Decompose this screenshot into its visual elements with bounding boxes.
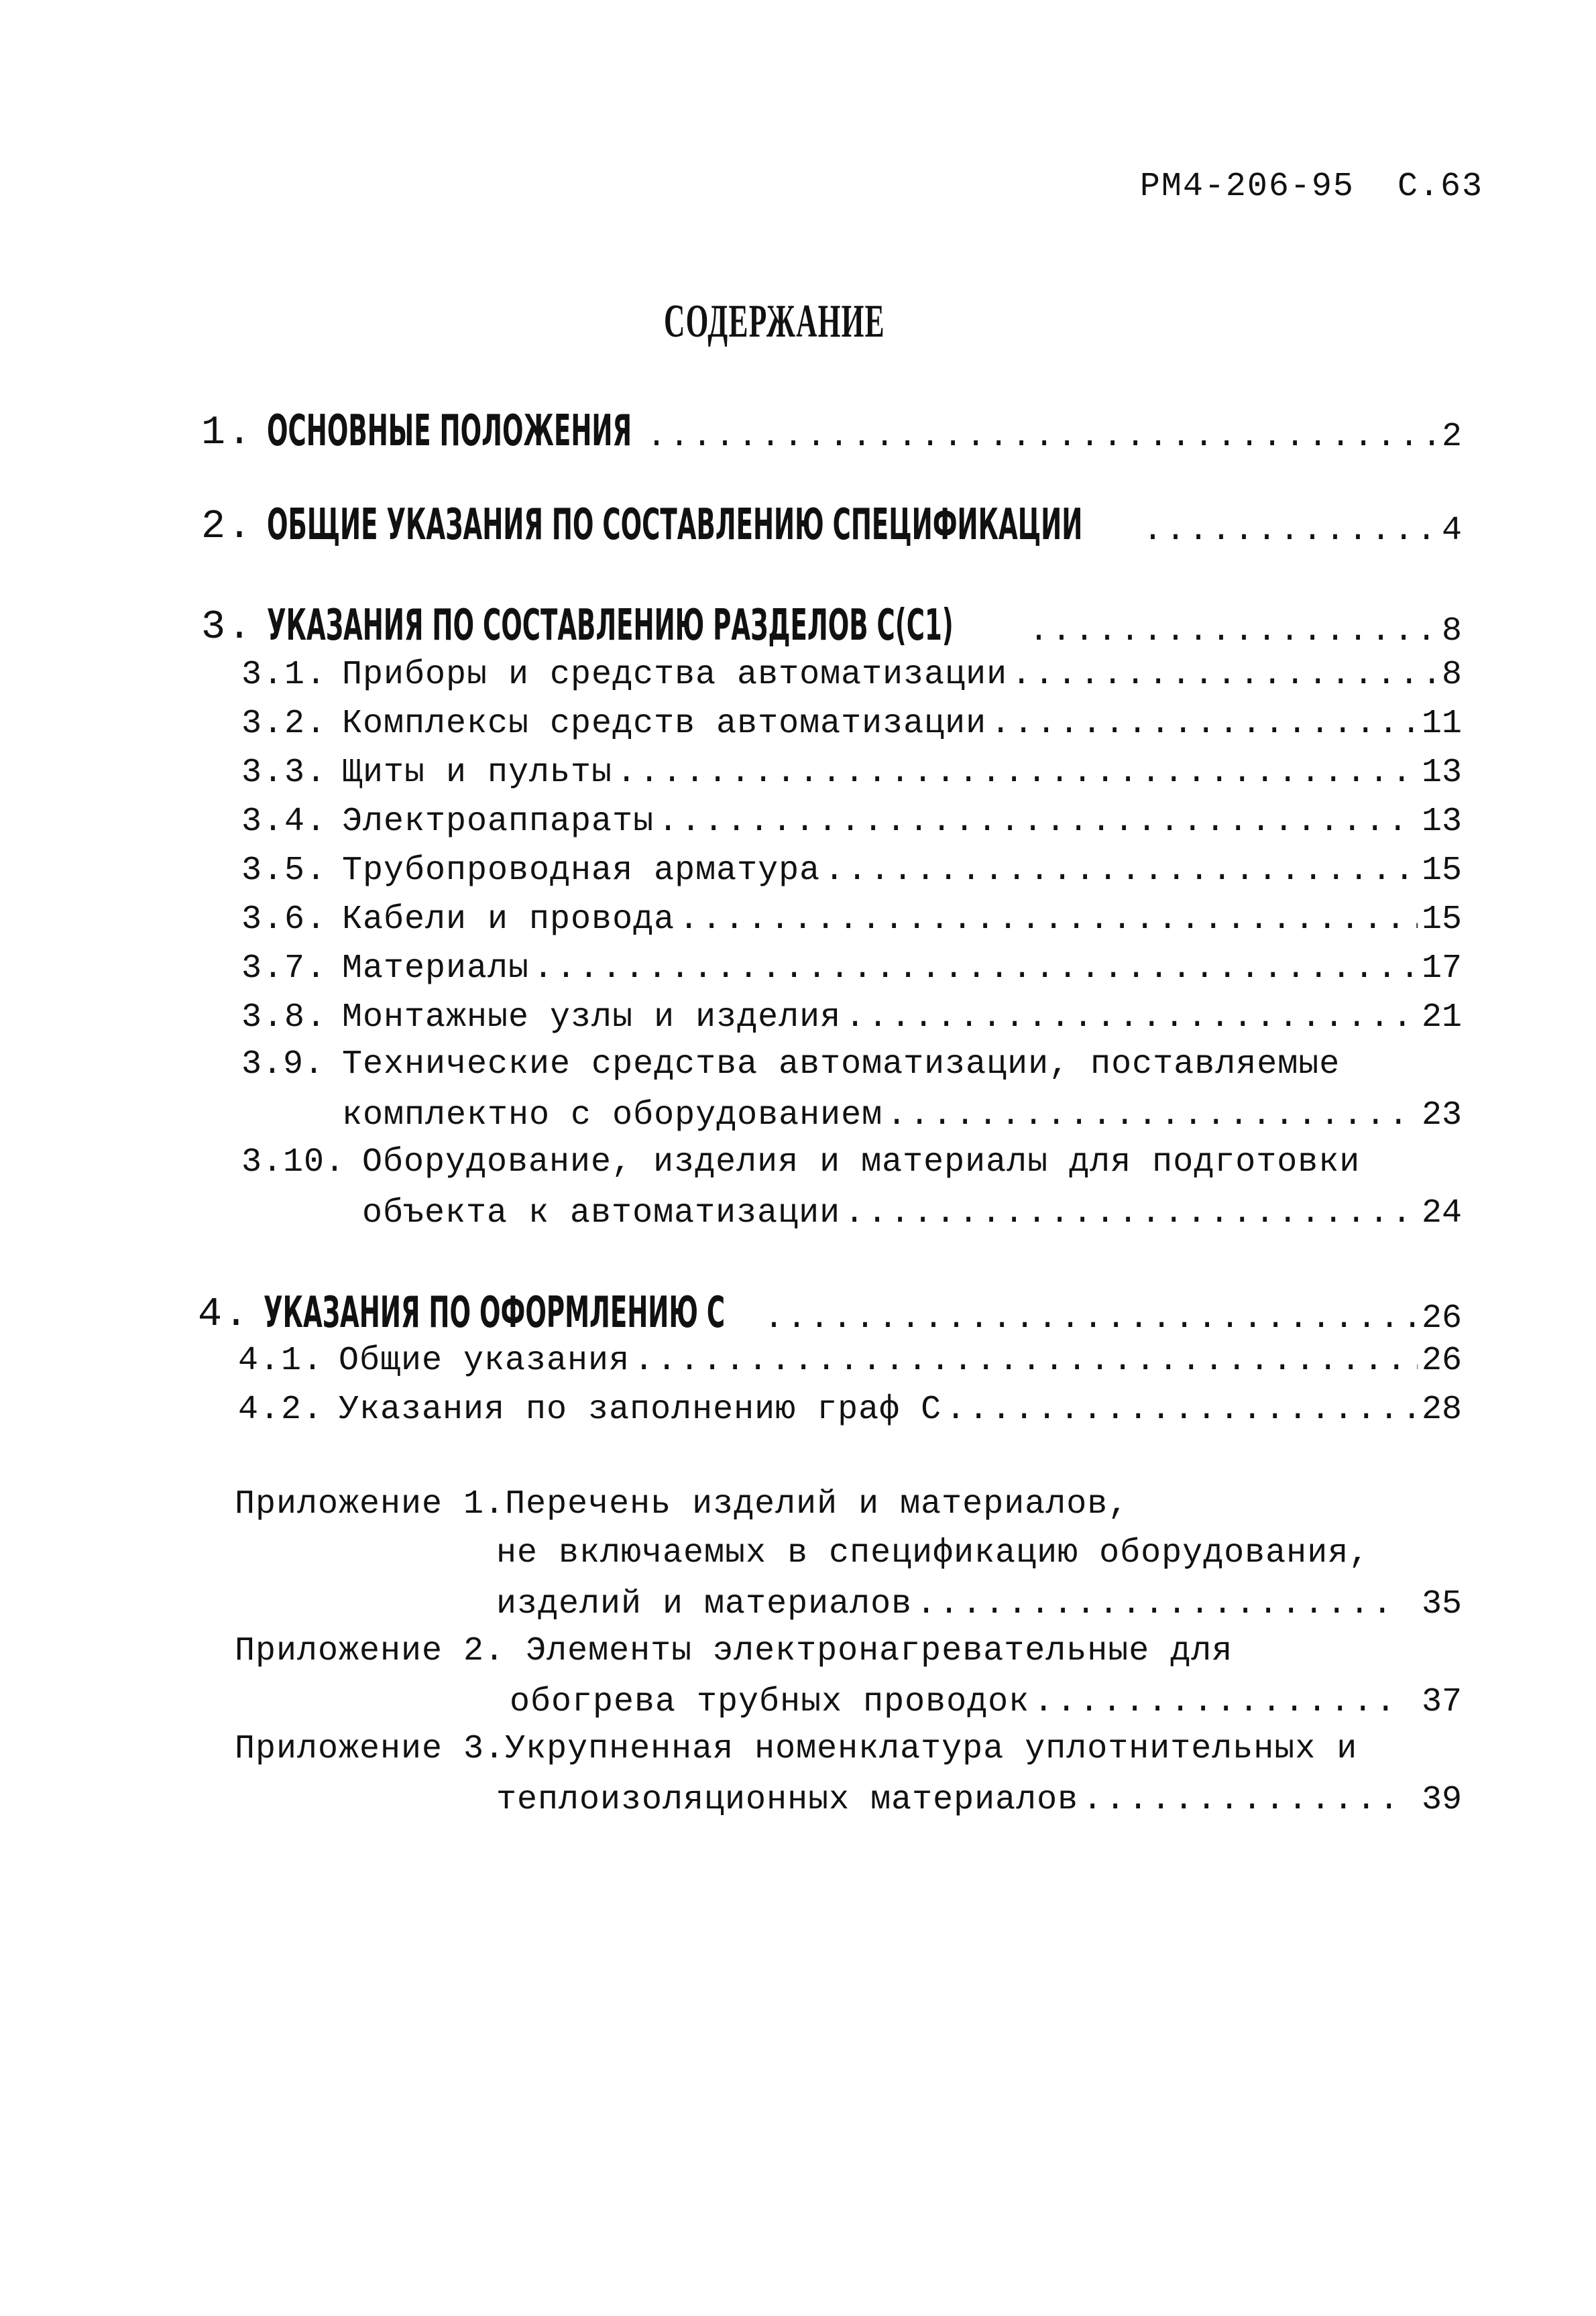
subsection-number: 3.1. xyxy=(241,656,328,694)
appendix-page: 35 xyxy=(1421,1585,1462,1623)
toc-subsection-4-1 xyxy=(238,1340,1462,1380)
leader-dots xyxy=(845,998,1418,1037)
leader-dots xyxy=(844,1194,1418,1232)
section-page: 8 xyxy=(1441,612,1462,650)
leader-dots xyxy=(533,949,1418,988)
toc-section-4 xyxy=(198,1284,1462,1338)
subsection-number: 4.1. xyxy=(238,1342,325,1380)
leader-dots xyxy=(1143,512,1438,550)
subsection-title: Материалы xyxy=(342,949,530,988)
subsection-title: Кабели и провода xyxy=(342,901,675,939)
section-page: 4 xyxy=(1441,512,1462,550)
leader-dots xyxy=(1033,1683,1402,1721)
subsection-title: Оборудование, изделия и материалы для подготовки xyxy=(362,1143,1361,1181)
appendix-1-line2: не включаемых в спецификацию оборудования, xyxy=(496,1534,1370,1572)
section-number: 4. xyxy=(198,1292,251,1338)
subsection-title: Щиты и пульты xyxy=(342,754,613,792)
toc-subsection-3-7 xyxy=(241,947,1462,988)
subsection-page: 23 xyxy=(1421,1096,1462,1135)
subsection-page: 17 xyxy=(1421,949,1462,988)
appendix-label: Приложение 2. xyxy=(235,1632,506,1670)
subsection-title: Электроаппараты xyxy=(342,803,654,841)
subsection-title: Приборы и средства автоматизации xyxy=(342,656,1008,694)
appendix-title-continued: теплоизоляционных материалов xyxy=(496,1781,1079,1819)
subsection-number: 3.8. xyxy=(241,998,328,1037)
leader-dots xyxy=(679,901,1418,939)
toc-subsection-3-5 xyxy=(241,850,1462,890)
subsection-page: 15 xyxy=(1421,901,1462,939)
section-number: 1. xyxy=(201,410,254,456)
toc-section-1 xyxy=(201,402,1462,456)
subsection-number: 4.2. xyxy=(238,1391,325,1429)
section-title: ОБЩИЕ УКАЗАНИЯ ПО СОСТАВЛЕНИЮ СПЕЦИФИКАЦИИ xyxy=(267,500,1083,550)
toc-subsection-3-4 xyxy=(241,801,1462,841)
subsection-number: 3.6. xyxy=(241,901,328,939)
section-title: ОСНОВНЫЕ ПОЛОЖЕНИЯ xyxy=(267,406,632,456)
leader-dots xyxy=(1011,656,1438,694)
toc-subsection-3-1 xyxy=(241,654,1462,694)
appendix-label: Приложение 3. xyxy=(235,1730,506,1768)
subsection-page: 28 xyxy=(1421,1391,1462,1429)
section-page: 2 xyxy=(1441,418,1462,456)
subsection-number: 3.2. xyxy=(241,705,328,743)
subsection-title-continued: объекта к автоматизации xyxy=(362,1194,841,1232)
leader-dots xyxy=(1082,1781,1402,1819)
appendix-1-line3 xyxy=(496,1583,1462,1623)
leader-dots xyxy=(764,1299,1418,1338)
subsection-title-continued: комплектно с оборудованием xyxy=(342,1096,883,1135)
leader-dots xyxy=(916,1585,1402,1623)
appendix-label: Приложение 1. xyxy=(235,1485,506,1523)
subsection-number: 3.7. xyxy=(241,949,328,988)
section-page: 26 xyxy=(1421,1299,1462,1338)
page-title: СОДЕРЖАНИЕ xyxy=(664,296,885,347)
appendix-title-continued: обогрева трубных проводок xyxy=(510,1683,1030,1721)
subsection-number: 3.9. xyxy=(241,1045,325,1084)
document-code: РМ4-206-95 xyxy=(1139,168,1355,206)
appendix-1-line1 xyxy=(235,1485,1129,1523)
subsection-title: Комплексы средств автоматизации xyxy=(342,705,987,743)
leader-dots xyxy=(887,1096,1418,1135)
section-number: 3. xyxy=(201,605,254,650)
toc-subsection-3-9-line2 xyxy=(342,1094,1462,1135)
leader-dots xyxy=(990,705,1418,743)
subsection-page: 13 xyxy=(1421,754,1462,792)
subsection-number: 3.10. xyxy=(241,1143,346,1181)
leader-dots xyxy=(946,1391,1418,1429)
subsection-title: Общие указания xyxy=(339,1342,630,1380)
page-number: С.63 xyxy=(1397,168,1483,206)
appendix-2-line1 xyxy=(235,1632,1233,1670)
subsection-page: 8 xyxy=(1441,656,1462,694)
subsection-title: Трубопроводная арматура xyxy=(342,852,821,890)
appendix-3-line1 xyxy=(235,1730,1357,1768)
leader-dots xyxy=(824,852,1418,890)
subsection-page: 26 xyxy=(1421,1342,1462,1380)
toc-subsection-3-9-line1 xyxy=(241,1045,1340,1086)
toc-subsection-3-8 xyxy=(241,996,1462,1037)
toc-subsection-3-10-line1 xyxy=(241,1143,1360,1183)
leader-dots xyxy=(658,803,1418,841)
subsection-number: 3.3. xyxy=(241,754,328,792)
leader-dots xyxy=(1029,612,1438,650)
appendix-2-line2 xyxy=(510,1681,1462,1721)
toc-section-3 xyxy=(201,597,1462,650)
toc-subsection-4-2 xyxy=(238,1389,1462,1429)
subsection-number: 3.4. xyxy=(241,803,328,841)
section-title: УКАЗАНИЯ ПО ОФОРМЛЕНИЮ С xyxy=(264,1288,726,1338)
subsection-number: 3.5. xyxy=(241,852,328,890)
leader-dots xyxy=(646,418,1438,456)
leader-dots xyxy=(634,1342,1418,1380)
section-number: 2. xyxy=(201,504,254,550)
toc-subsection-3-10-line2 xyxy=(362,1192,1462,1232)
document-header xyxy=(1140,168,1483,206)
subsection-page: 21 xyxy=(1421,998,1462,1037)
subsection-title: Монтажные узлы и изделия xyxy=(342,998,842,1037)
appendix-title-continued: изделий и материалов xyxy=(496,1585,913,1623)
appendix-title: Укрупненная номенклатура уплотнительных и xyxy=(505,1730,1358,1768)
section-title: УКАЗАНИЯ ПО СОСТАВЛЕНИЮ РАЗДЕЛОВ С(С1) xyxy=(267,601,954,650)
toc-subsection-3-2 xyxy=(241,703,1462,743)
leader-dots xyxy=(616,754,1418,792)
subsection-page: 13 xyxy=(1421,803,1462,841)
subsection-title: Технические средства автоматизации, поставляемые xyxy=(342,1045,1341,1084)
appendix-page: 39 xyxy=(1421,1781,1462,1819)
toc-section-2 xyxy=(201,496,1462,550)
toc-subsection-3-6 xyxy=(241,899,1462,939)
subsection-page: 24 xyxy=(1421,1194,1462,1232)
subsection-page: 15 xyxy=(1421,852,1462,890)
appendix-3-line2 xyxy=(496,1779,1462,1819)
appendix-title: Элементы электронагревательные для xyxy=(526,1632,1233,1670)
toc-subsection-3-3 xyxy=(241,752,1462,792)
subsection-page: 11 xyxy=(1421,705,1462,743)
appendix-title: Перечень изделий и материалов, xyxy=(505,1485,1129,1523)
subsection-title: Указания по заполнению граф С xyxy=(339,1391,942,1429)
appendix-page: 37 xyxy=(1421,1683,1462,1721)
